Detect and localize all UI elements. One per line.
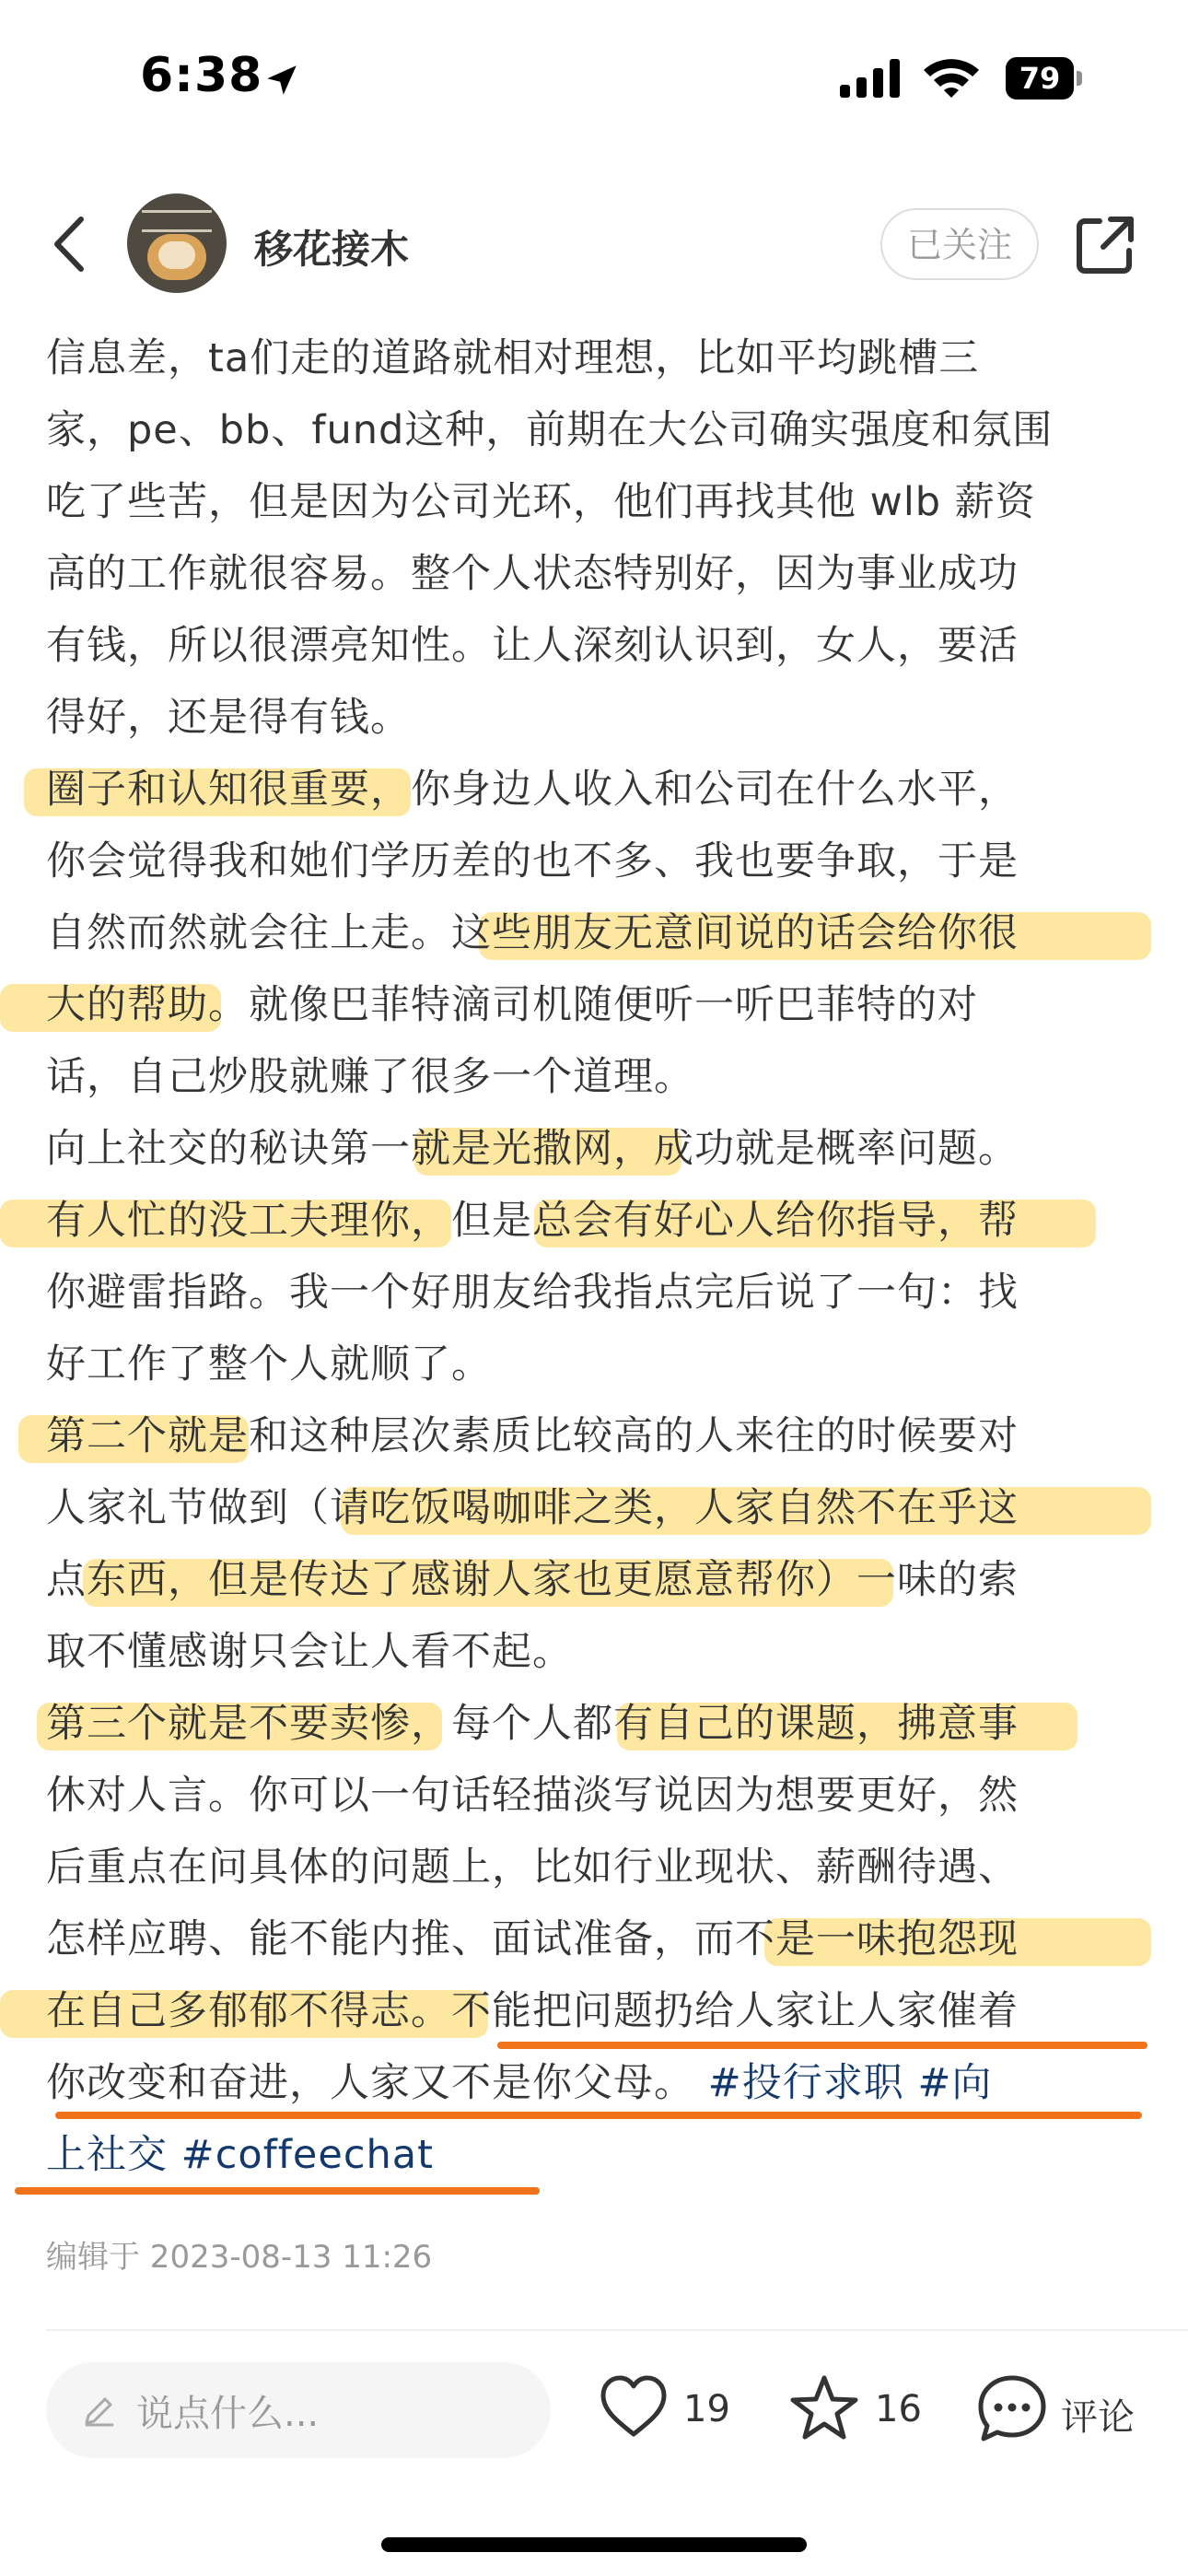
text-line: 第二个就是和这种层次素质比较高的人来往的时候要对: [46, 1400, 1151, 1472]
collect-button[interactable]: [788, 2373, 926, 2447]
home-indicator: [381, 2537, 807, 2552]
hashtag-link[interactable]: 上社交: [46, 2132, 168, 2178]
pencil-icon: [81, 2392, 118, 2429]
edit-timestamp: 编辑于 2023-08-13 11:26: [46, 2239, 433, 2276]
like-count: 19: [683, 2388, 730, 2430]
author-avatar[interactable]: [127, 193, 227, 293]
star-icon: [788, 2373, 860, 2443]
cellular-signal-icon: [840, 57, 904, 100]
text-line: [46, 2119, 1151, 2191]
text-line: 自然而然就会往上走。这些朋友无意间说的话会给你很: [46, 897, 1151, 969]
text-line: 取不懂感谢只会让人看不起。: [46, 1629, 573, 1675]
underline-mark: [55, 2112, 1142, 2119]
text-line: 话，自己炒股就赚了很多一个道理。: [46, 1054, 694, 1100]
follow-button[interactable]: 已关注: [880, 208, 1039, 280]
status-bar: [0, 0, 1188, 157]
collect-count: 16: [875, 2388, 922, 2430]
text-line: 信息差，ta们走的道路就相对理想，比如平均跳槽三: [46, 335, 980, 381]
back-arrow-icon[interactable]: [42, 212, 98, 276]
status-time: 6:38: [140, 48, 263, 103]
comment-label: 评论: [1061, 2396, 1135, 2439]
wifi-icon: [921, 53, 982, 100]
text-line: 得好，还是得有钱。: [46, 695, 411, 741]
heart-icon: [599, 2373, 669, 2440]
share-icon[interactable]: [1074, 212, 1138, 276]
text-line: 后重点在问具体的问题上，比如行业现状、薪酬待遇、: [46, 1844, 1019, 1891]
text-line: 在自己多郁郁不得志。不能把问题扔给人家让人家催着: [46, 1975, 1151, 2047]
comment-button[interactable]: [976, 2373, 1151, 2447]
comment-placeholder: 说点什么...: [136, 2393, 320, 2435]
battery-icon: [1006, 57, 1083, 100]
text-line: 有人忙的没工夫理你，但是总会有好心人给你指导，帮: [46, 1185, 1151, 1257]
text-line: 好工作了整个人就顺了。: [46, 1341, 492, 1388]
location-arrow-icon: [262, 61, 301, 100]
text-line: 圈子和认知很重要，你身边人收入和公司在什么水平，: [46, 754, 1151, 825]
comment-input[interactable]: [46, 2362, 551, 2458]
text-line: 家，pe、bb、fund这种，前期在大公司确实强度和氛围: [46, 407, 1054, 453]
divider: [46, 2329, 1188, 2331]
like-button[interactable]: [599, 2373, 737, 2447]
underline-mark: [15, 2187, 540, 2195]
hashtag-link[interactable]: #向: [917, 2060, 993, 2106]
text-line: 有钱，所以很漂亮知性。让人深刻认识到，女人，要活: [46, 623, 1019, 669]
text-line: 你改变和奋进，人家又不是你父母。 #投行求职 #向: [46, 2047, 1151, 2119]
text-line: 你避雷指路。我一个好朋友给我指点完后说了一句：找: [46, 1270, 1019, 1316]
text-line: 休对人言。你可以一句话轻描淡写说因为想要更好，然: [46, 1773, 1019, 1819]
hashtag-link[interactable]: #coffeechat: [181, 2132, 434, 2178]
text-line: 高的工作就很容易。整个人状态特别好，因为事业成功: [46, 551, 1019, 597]
author-name[interactable]: 移花接木: [254, 227, 410, 272]
underline-mark: [497, 2042, 1147, 2049]
post-header: [0, 193, 1188, 295]
text-line: 向上社交的秘诀第一就是光撒网，成功就是概率问题。: [46, 1113, 1151, 1185]
battery-level: 79: [1006, 57, 1074, 100]
text-line: 吃了些苦，但是因为公司光环，他们再找其他 wlb 薪资: [46, 479, 1036, 525]
text-line: 点东西，但是传达了感谢人家也更愿意帮你）一味的索: [46, 1544, 1151, 1616]
post-body: [46, 322, 1151, 2191]
hashtag-link[interactable]: #投行求职: [707, 2060, 904, 2106]
text-line: 人家礼节做到（请吃饭喝咖啡之类，人家自然不在乎这: [46, 1472, 1151, 1544]
text-line: 怎样应聘、能不能内推、面试准备，而不是一味抱怨现: [46, 1903, 1151, 1975]
comment-bubble-icon: [976, 2373, 1048, 2443]
text-line: 第三个就是不要卖惨，每个人都有自己的课题，拂意事: [46, 1688, 1151, 1760]
text-line: 大的帮助。就像巴菲特滴司机随便听一听巴菲特的对: [46, 969, 1151, 1041]
text-line: 你会觉得我和她们学历差的也不多、我也要争取，于是: [46, 838, 1019, 884]
